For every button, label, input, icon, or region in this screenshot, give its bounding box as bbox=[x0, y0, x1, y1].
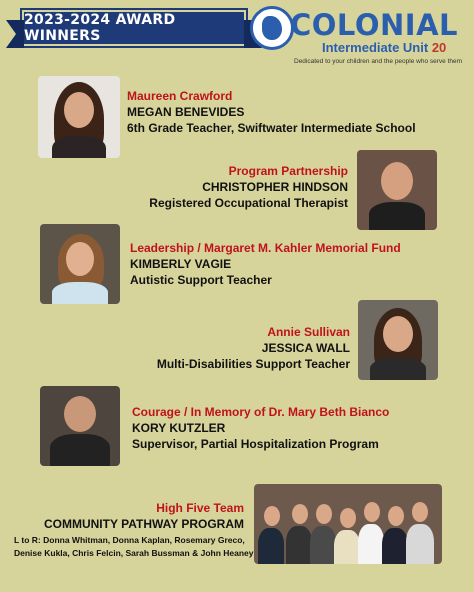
photo-kimberly-vagie bbox=[40, 224, 120, 304]
award-2 bbox=[40, 163, 348, 211]
award-role: Registered Occupational Therapist bbox=[149, 196, 348, 210]
award-5 bbox=[132, 404, 452, 452]
award-title: Program Partnership bbox=[228, 164, 348, 178]
award-recipient: KORY KUTZLER bbox=[132, 421, 226, 435]
logo-subtitle bbox=[322, 40, 446, 55]
award-1 bbox=[127, 88, 427, 136]
award-recipient: KIMBERLY VAGIE bbox=[130, 257, 232, 271]
award-role: Supervisor, Partial Hospitalization Program bbox=[132, 437, 379, 451]
photo-community-pathway-team bbox=[254, 484, 442, 564]
photo-kory-kutzler bbox=[40, 386, 120, 466]
photo-megan-benevides bbox=[38, 76, 120, 158]
award-title: Leadership / Margaret M. Kahler Memorial Fund bbox=[130, 241, 401, 255]
award-role: Autistic Support Teacher bbox=[130, 273, 272, 287]
logo-subtitle-text: Intermediate Unit bbox=[322, 40, 429, 55]
logo-tagline: Dedicated to your children and the people who serve them bbox=[294, 58, 463, 65]
award-role: 6th Grade Teacher, Swiftwater Intermediate School bbox=[127, 121, 416, 135]
logo-seal-icon bbox=[250, 6, 294, 50]
award-3 bbox=[130, 240, 450, 288]
award-6-members bbox=[14, 534, 254, 560]
award-4 bbox=[40, 324, 350, 372]
photo-christopher-hindson bbox=[357, 150, 437, 230]
photo-jessica-wall bbox=[358, 300, 438, 380]
award-title: Maureen Crawford bbox=[127, 89, 233, 103]
award-6 bbox=[10, 500, 244, 532]
members-line-2: Denise Kukla, Chris Felcin, Sarah Bussman & John Heaney bbox=[14, 548, 254, 558]
banner-title: 2023-2024 AWARD WINNERS bbox=[24, 12, 176, 44]
award-recipient: COMMUNITY PATHWAY PROGRAM bbox=[43, 517, 244, 531]
colonial-iu20-logo bbox=[248, 4, 468, 70]
award-title: Annie Sullivan bbox=[267, 325, 350, 339]
award-banner bbox=[22, 10, 246, 46]
award-role: Multi-Disabilities Support Teacher bbox=[156, 357, 350, 371]
award-title: Courage / In Memory of Dr. Mary Beth Bianco bbox=[132, 405, 390, 419]
logo-wordmark: COLONIAL bbox=[290, 8, 459, 42]
logo-unit-number: 20 bbox=[431, 40, 447, 55]
award-recipient: CHRISTOPHER HINDSON bbox=[202, 180, 348, 194]
award-recipient: JESSICA WALL bbox=[261, 341, 350, 355]
award-recipient: MEGAN BENEVIDES bbox=[127, 105, 245, 119]
award-title: High Five Team bbox=[156, 501, 244, 515]
members-line-1: L to R: Donna Whitman, Donna Kaplan, Rosemary Greco, bbox=[14, 535, 245, 545]
